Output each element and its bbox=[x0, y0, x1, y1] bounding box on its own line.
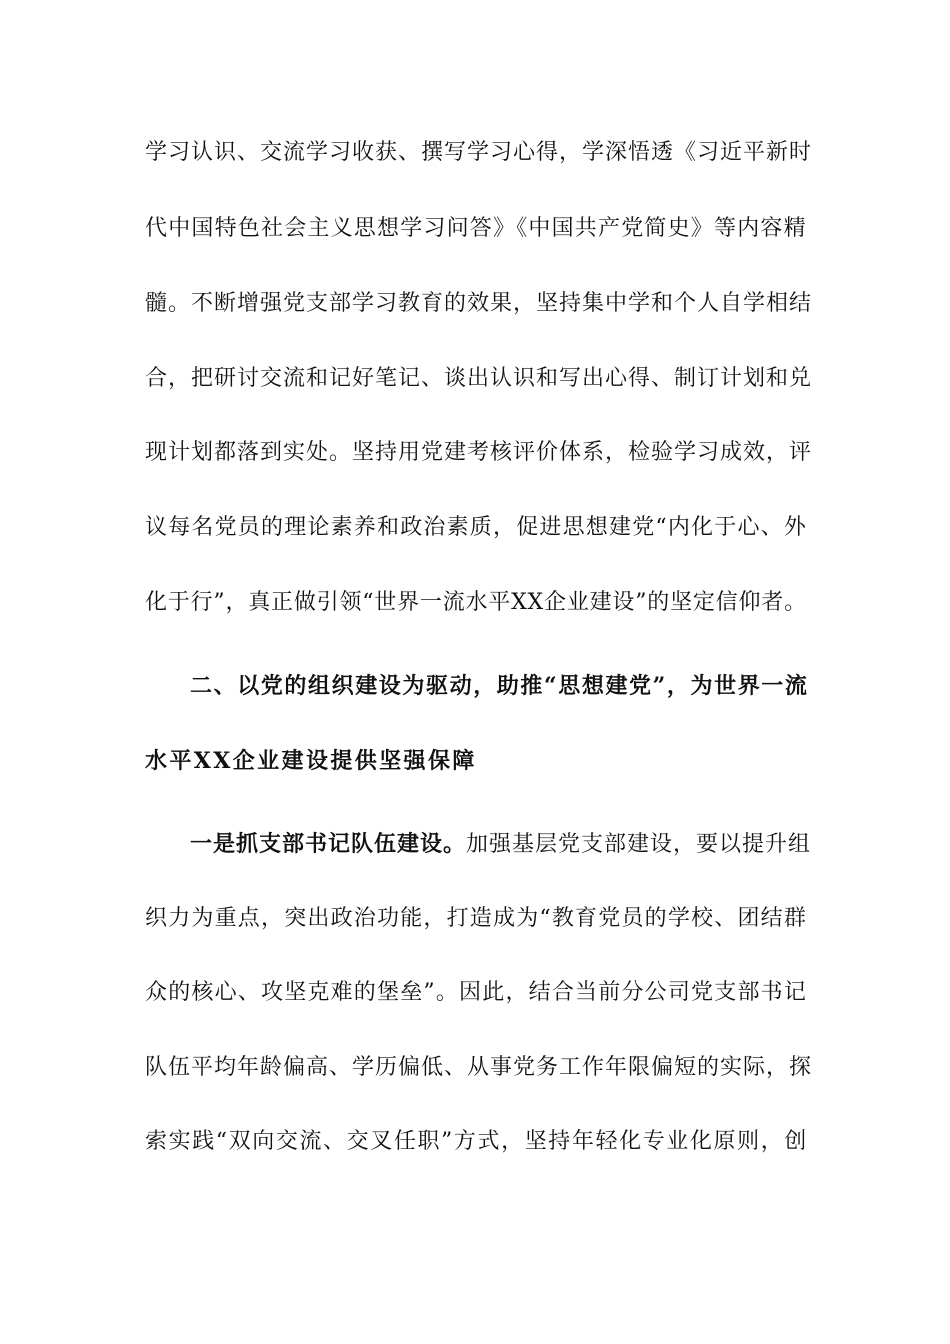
body-text-line: 议每名党员的理论素养和政治素质，促进思想建党“内化于心、外 bbox=[145, 515, 808, 540]
body-text-line: 织力为重点，突出政治功能，打造成为“教育党员的学校、团结群 bbox=[145, 906, 808, 931]
body-text-line: 队伍平均年龄偏高、学历偏低、从事党务工作年限偏短的实际，探 bbox=[145, 1055, 813, 1080]
paragraph-first-line-rest: 加强基层党支部建设，要以提升组 bbox=[466, 832, 812, 857]
body-text-line: 代中国特色社会主义思想学习问答》《中国共产党简史》等内容精 bbox=[145, 216, 807, 241]
body-text-line: 化于行”，真正做引领“世界一流水平XX企业建设”的坚定信仰者。 bbox=[145, 590, 807, 615]
section-heading-line: 二、以党的组织建设为驱动，助推“思想建党”，为世界一流 bbox=[190, 673, 809, 699]
body-text-line: 众的核心、攻坚克难的堡垒”。因此，结合当前分公司党支部书记 bbox=[145, 980, 808, 1005]
body-text-line: 现计划都落到实处。坚持用党建考核评价体系，检验学习成效，评 bbox=[145, 440, 813, 465]
body-text-line: 髓。不断增强党支部学习教育的效果，坚持集中学和个人自学相结 bbox=[145, 291, 813, 316]
body-text-line: 合，把研讨交流和记好笔记、谈出认识和写出心得、制订计划和兑 bbox=[145, 366, 813, 391]
body-text-line: 学习认识、交流学习收获、撰写学习心得，学深悟透《习近平新时 bbox=[145, 140, 813, 165]
body-text-line: 索实践“双向交流、交叉任职”方式，坚持年轻化专业化原则，创 bbox=[145, 1129, 808, 1154]
paragraph-lead-phrase: 一是抓支部书记队伍建设。 bbox=[190, 831, 467, 857]
paragraph-first-line bbox=[190, 824, 811, 864]
section-heading-line: 水平XX企业建设提供坚强保障 bbox=[145, 748, 477, 774]
